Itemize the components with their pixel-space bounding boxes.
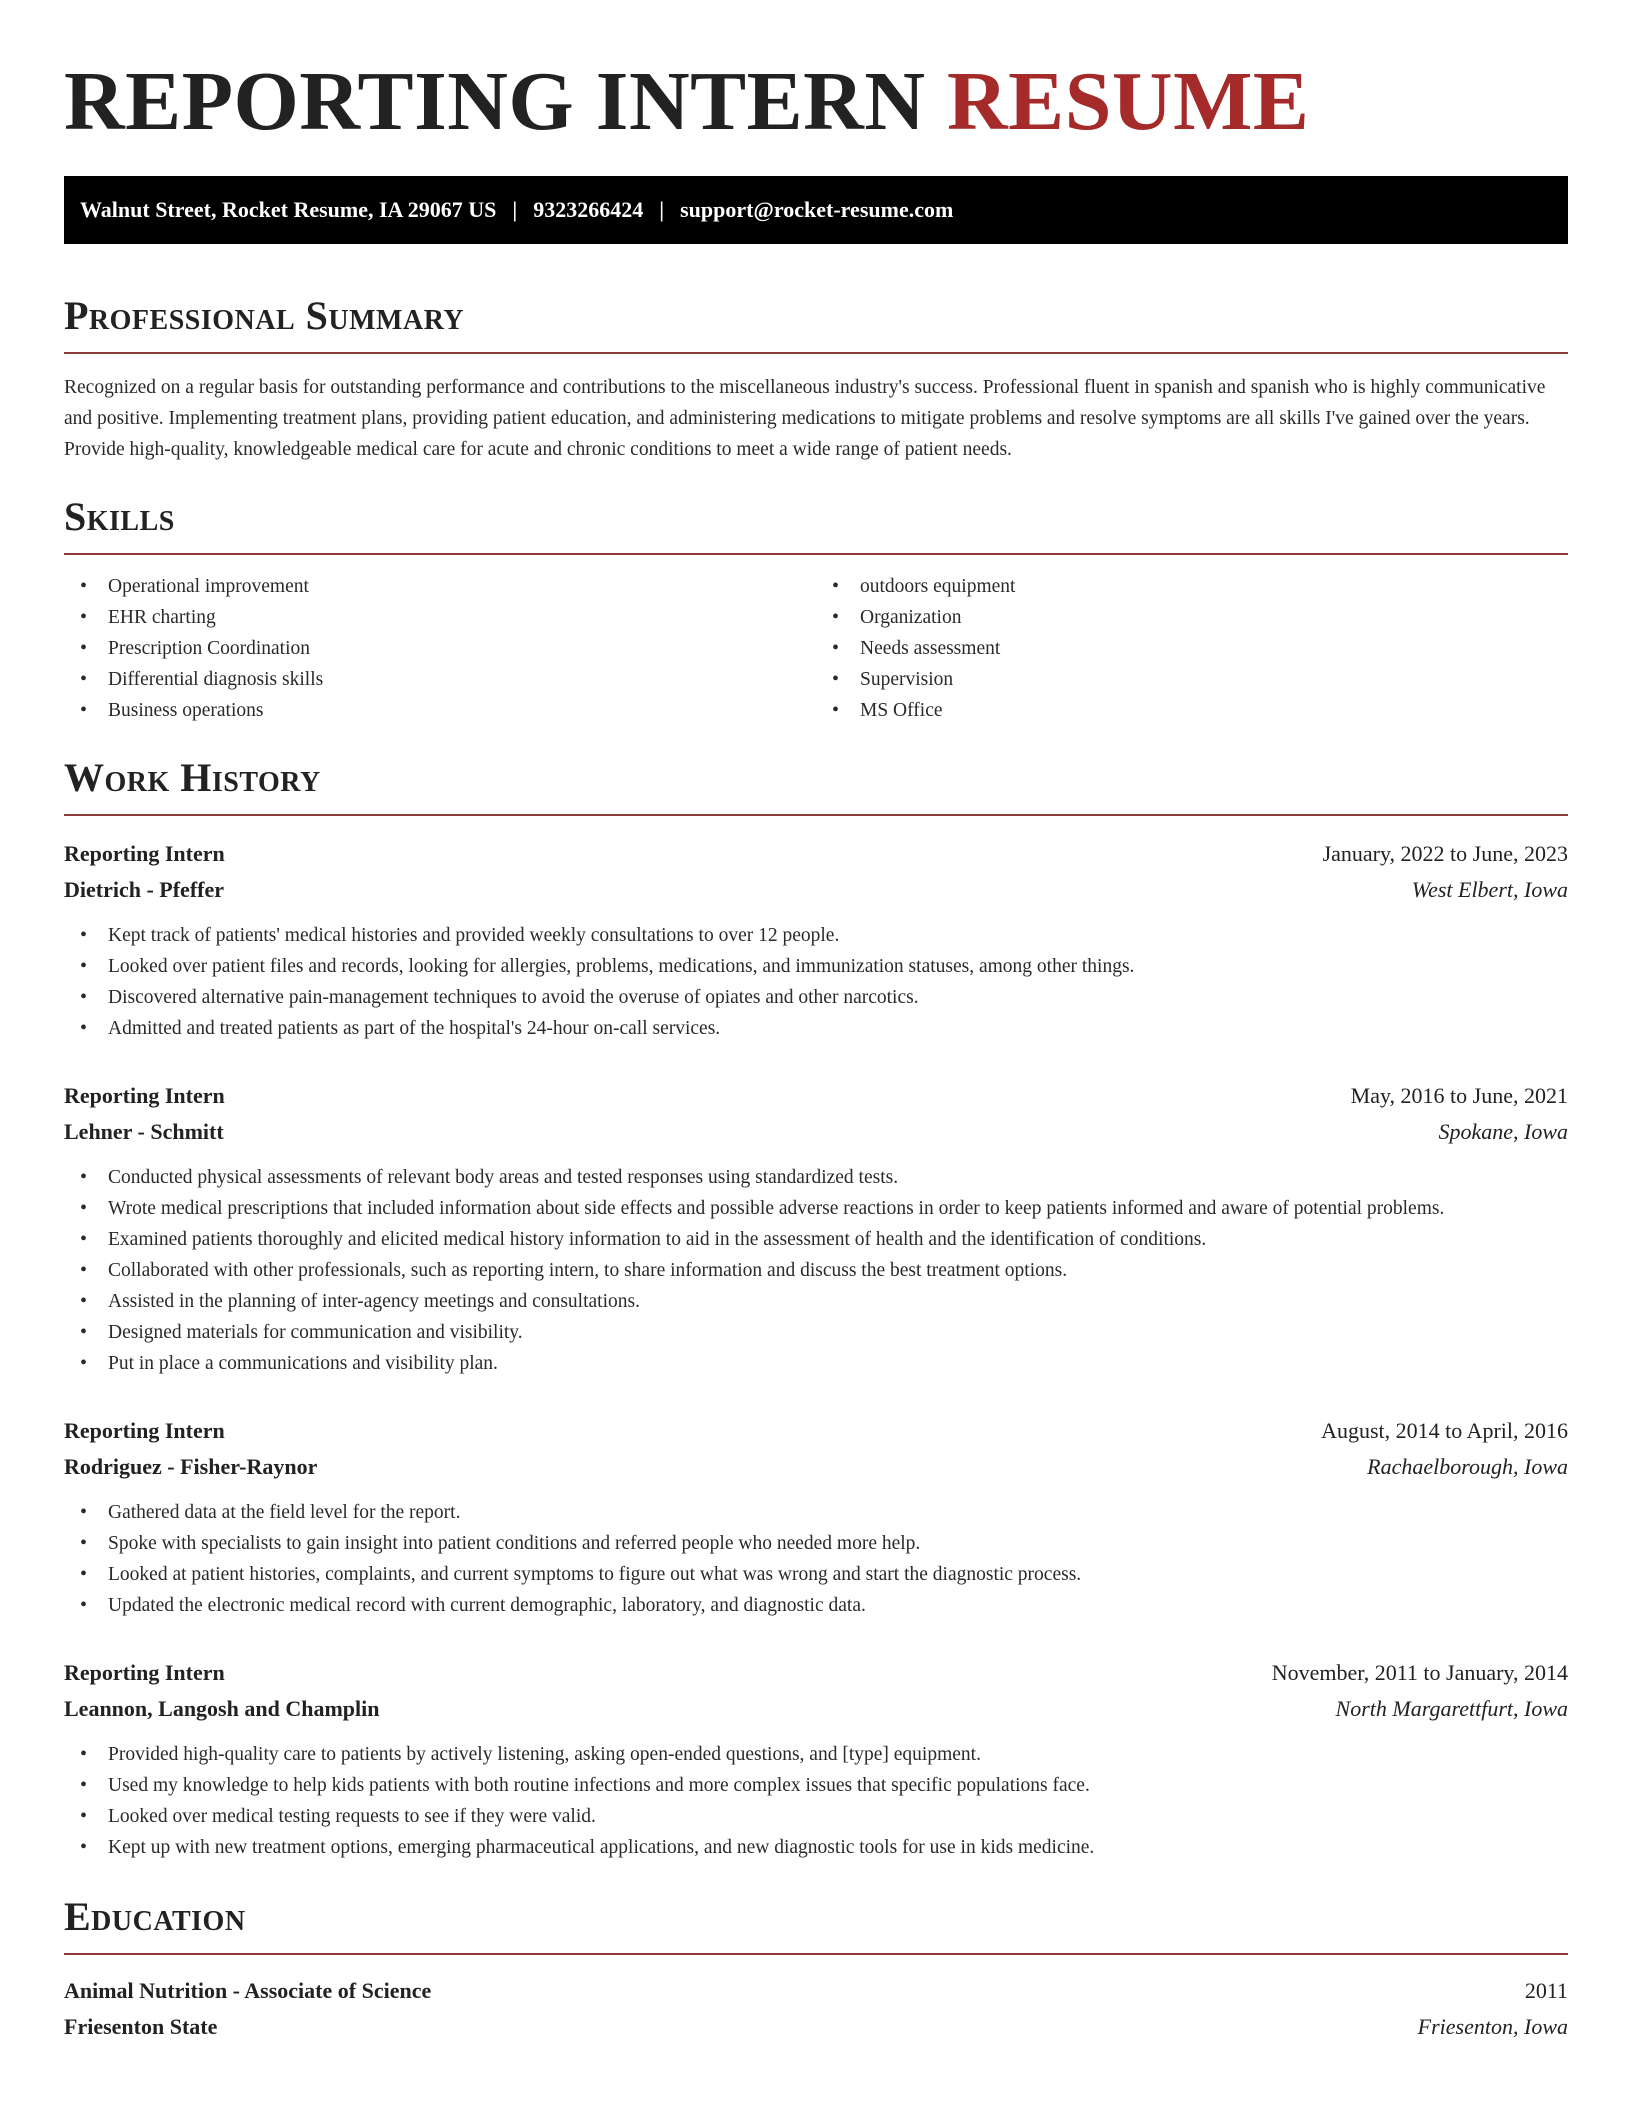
job-company: Leannon, Langosh and Champlin (64, 1696, 380, 1722)
contact-phone: 9323266424 (533, 197, 644, 223)
job-dates: May, 2016 to June, 2021 (1350, 1083, 1568, 1109)
skills-list-right (816, 571, 1568, 726)
job-bullet: • Collaborated with other professionals, such as reporting intern, to share information and discuss the best treatment options. (64, 1255, 1568, 1286)
skill-item: • Business operations (64, 695, 816, 726)
education-year: 2011 (1524, 1978, 1568, 2004)
education-school: Friesenton State (64, 2014, 218, 2040)
job-bullet: • Discovered alternative pain-management techniques to avoid the overuse of opiates and other narcotics. (64, 982, 1568, 1013)
job-dates: January, 2022 to June, 2023 (1322, 841, 1568, 867)
job-company: Dietrich - Pfeffer (64, 877, 225, 903)
job-title: Reporting Intern (64, 841, 225, 867)
job-bullet: • Assisted in the planning of inter-agency meetings and consultations. (64, 1286, 1568, 1317)
job-entry (64, 1413, 1568, 1621)
skills-grid (64, 571, 1568, 726)
job-company: Rodriguez - Fisher-Raynor (64, 1454, 318, 1480)
job-bullet: • Updated the electronic medical record with current demographic, laboratory, and diagnostic data. (64, 1590, 1568, 1621)
job-entry (64, 836, 1568, 1044)
job-bullet: • Looked over patient files and records, looking for allergies, problems, medications, and immunization statuses, among other things. (64, 951, 1568, 982)
summary-heading: Professional Summary (64, 293, 465, 339)
education-heading: Education (64, 1894, 246, 1940)
skills-list-left (64, 571, 816, 726)
contact-address: Walnut Street, Rocket Resume, IA 29067 US (80, 197, 497, 223)
resume-title (64, 0, 1568, 148)
job-dates: November, 2011 to January, 2014 (1271, 1660, 1568, 1686)
skill-item: • outdoors equipment (816, 571, 1568, 602)
section-divider (64, 352, 1568, 354)
job-bullet: • Put in place a communications and visibility plan. (64, 1348, 1568, 1379)
education-section (64, 1895, 1568, 2045)
title-main: REPORTING INTERN (64, 55, 926, 148)
job-bullets (64, 1162, 1568, 1379)
job-location: North Margarettfurt, Iowa (1335, 1696, 1568, 1722)
job-entry (64, 1078, 1568, 1379)
job-bullet: • Wrote medical prescriptions that included information about side effects and possible adverse reactions in order to keep patients informed and aware of potential problems. (64, 1193, 1568, 1224)
summary-text: Recognized on a regular basis for outstanding performance and contributions to the miscellaneous industry's success. Professional fluent in spanish and spanish who is highly communicative and positive. Implementing treatment plans, providing patient education, and administering medications to mitigate problems and resolve symptoms are all skills I've gained over the years. Provide high-quality, knowledgeable medical care for acute and chronic conditions to meet a wide range of patient needs. (64, 377, 1546, 461)
contact-separator: | (659, 197, 665, 223)
contact-separator: | (512, 197, 518, 223)
education-degree: Animal Nutrition - Associate of Science (64, 1978, 432, 2004)
job-bullets (64, 920, 1568, 1044)
job-bullet: • Admitted and treated patients as part of the hospital's 24-hour on-call services. (64, 1013, 1568, 1044)
job-title: Reporting Intern (64, 1660, 225, 1686)
section-divider (64, 1953, 1568, 1955)
job-dates: August, 2014 to April, 2016 (1321, 1418, 1568, 1444)
work-history-heading: Work History (64, 755, 321, 801)
title-accent: RESUME (947, 55, 1310, 148)
job-bullets (64, 1739, 1568, 1863)
contact-bar (64, 176, 1568, 244)
job-bullet: • Used my knowledge to help kids patients with both routine infections and more complex issues that specific populations face. (64, 1770, 1568, 1801)
job-bullet: • Kept up with new treatment options, emerging pharmaceutical applications, and new diagnostic tools for use in kids medicine. (64, 1832, 1568, 1863)
education-entry (64, 1973, 1568, 2045)
section-divider (64, 814, 1568, 816)
skill-item: • MS Office (816, 695, 1568, 726)
skill-item: • Needs assessment (816, 633, 1568, 664)
skill-item: • Organization (816, 602, 1568, 633)
skill-item: • Operational improvement (64, 571, 816, 602)
job-bullet: • Conducted physical assessments of relevant body areas and tested responses using standardized tests. (64, 1162, 1568, 1193)
job-company: Lehner - Schmitt (64, 1119, 224, 1145)
job-entry (64, 1655, 1568, 1863)
skill-item: • Prescription Coordination (64, 633, 816, 664)
skill-item: • Differential diagnosis skills (64, 664, 816, 695)
job-location: Spokane, Iowa (1438, 1119, 1568, 1145)
job-bullet: • Looked at patient histories, complaints, and current symptoms to figure out what was wrong and start the diagnostic process. (64, 1559, 1568, 1590)
job-bullet: • Spoke with specialists to gain insight into patient conditions and referred people who needed more help. (64, 1528, 1568, 1559)
skills-heading: Skills (64, 494, 175, 540)
job-title: Reporting Intern (64, 1083, 225, 1109)
skills-section (64, 495, 1568, 726)
job-location: Rachaelborough, Iowa (1367, 1454, 1568, 1480)
job-bullet: • Designed materials for communication and visibility. (64, 1317, 1568, 1348)
job-title: Reporting Intern (64, 1418, 225, 1444)
skill-item: • Supervision (816, 664, 1568, 695)
summary-section (64, 294, 1568, 465)
work-history-section (64, 756, 1568, 1863)
job-bullet: • Provided high-quality care to patients by actively listening, asking open-ended questions, and [type] equipment. (64, 1739, 1568, 1770)
job-bullet: • Examined patients thoroughly and elicited medical history information to aid in the assessment of health and the identification of conditions. (64, 1224, 1568, 1255)
job-bullets (64, 1497, 1568, 1621)
skill-item: • EHR charting (64, 602, 816, 633)
contact-email: support@rocket-resume.com (680, 197, 954, 223)
section-divider (64, 553, 1568, 555)
education-location: Friesenton, Iowa (1417, 2014, 1568, 2040)
job-bullet: • Kept track of patients' medical histories and provided weekly consultations to over 12 people. (64, 920, 1568, 951)
job-bullet: • Looked over medical testing requests to see if they were valid. (64, 1801, 1568, 1832)
job-location: West Elbert, Iowa (1411, 877, 1568, 903)
job-bullet: • Gathered data at the field level for the report. (64, 1497, 1568, 1528)
